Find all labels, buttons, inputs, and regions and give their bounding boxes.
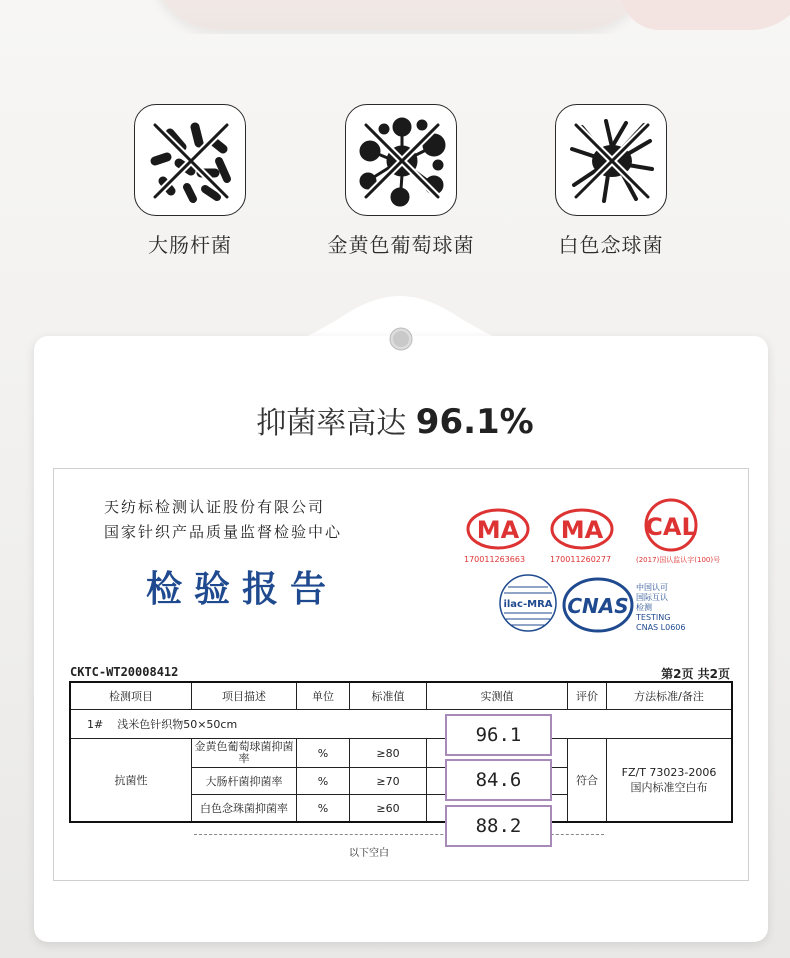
page-number: 第2页 共2页 xyxy=(661,667,730,681)
method-standard: FZ/T 73023-2006 xyxy=(621,766,717,779)
cnas-logo xyxy=(562,577,634,633)
std-cell: ≥60 xyxy=(350,795,427,823)
table-row xyxy=(70,739,732,768)
header-cell: 实测值 xyxy=(427,682,568,710)
cnas-caption xyxy=(636,583,685,633)
cnas-line: 检测 xyxy=(636,603,652,612)
staph-cluster-crossed-icon xyxy=(345,104,457,216)
fungus-crossed-icon xyxy=(555,104,667,216)
bacteria-label-candida: 白色念球菌 xyxy=(558,233,664,257)
sample-row xyxy=(70,710,732,739)
std-cell: ≥80 xyxy=(350,739,427,768)
verdict-cell: 符合 xyxy=(568,739,607,823)
measured-value-highlight: 88.2 xyxy=(445,805,552,847)
measured-value-highlight: 84.6 xyxy=(445,759,552,801)
tag-hole xyxy=(388,326,414,352)
bacteria-label-staph: 金黄色葡萄球菌 xyxy=(327,233,475,257)
headline-text: 抑菌率高达 xyxy=(256,406,407,441)
header-cell: 单位 xyxy=(297,682,350,710)
cnas-line: CNAS L0606 xyxy=(636,623,686,632)
rod-bacteria-crossed-icon xyxy=(134,104,246,216)
ilac-mra-logo xyxy=(498,569,558,637)
table-header-row xyxy=(70,682,732,710)
header-cell: 方法标准/备注 xyxy=(607,682,733,710)
company-name: 天纺标检测认证股份有限公司 xyxy=(104,498,326,516)
unit-cell: % xyxy=(297,795,350,823)
test-report xyxy=(53,468,749,881)
method-cell xyxy=(607,739,733,823)
method-note: 国内标准空白布 xyxy=(630,781,708,794)
measured-value-highlight: 96.1 xyxy=(445,714,552,756)
cnas-text: CNAS xyxy=(567,594,629,618)
header-cell: 评价 xyxy=(568,682,607,710)
report-number: CKTC-WT20008412 xyxy=(70,665,179,679)
cal-cert-number: (2017)国认监认字(100)号 xyxy=(636,556,721,564)
cma-logo-1 xyxy=(462,507,534,551)
header-cell: 项目描述 xyxy=(192,682,297,710)
header-cell: 检测项目 xyxy=(70,682,192,710)
bacteria-label-ecoli: 大肠杆菌 xyxy=(148,233,232,257)
fabric-photo-top xyxy=(0,0,790,34)
headline-value: 96.1% xyxy=(415,402,534,442)
unit-cell: % xyxy=(297,768,350,795)
desc-cell: 大肠杆菌抑菌率 xyxy=(192,768,297,795)
cal-text: CAL xyxy=(645,513,697,541)
ma-cert-number-2: 170011260277 xyxy=(550,555,612,564)
cal-logo xyxy=(640,497,702,555)
report-title: 检验报告 xyxy=(146,568,339,610)
ma-cert-number-1: 170011263663 xyxy=(464,555,526,564)
center-name: 国家针织产品质量监督检验中心 xyxy=(104,523,343,541)
category-cell: 抗菌性 xyxy=(70,739,192,823)
header-cell: 标准值 xyxy=(350,682,427,710)
results-table xyxy=(69,681,733,823)
std-cell: ≥70 xyxy=(350,768,427,795)
ma-text-1: MA xyxy=(476,516,520,544)
cnas-line: 国际互认 xyxy=(636,593,668,602)
ilac-text: ilac-MRA xyxy=(503,599,553,610)
unit-cell: % xyxy=(297,739,350,768)
cma-logo-2 xyxy=(546,507,618,551)
sample-cell: 1# 浅米色针织物50×50cm xyxy=(70,710,732,739)
cnas-line: 中国认可 xyxy=(636,583,668,592)
blank-below-note: 以下空白 xyxy=(349,848,389,859)
desc-cell: 金黄色葡萄球菌抑菌率 xyxy=(192,739,297,768)
antibacterial-headline xyxy=(0,398,790,442)
ma-text-2: MA xyxy=(560,516,604,544)
cnas-line: TESTING xyxy=(636,613,671,622)
desc-cell: 白色念珠菌抑菌率 xyxy=(192,795,297,823)
